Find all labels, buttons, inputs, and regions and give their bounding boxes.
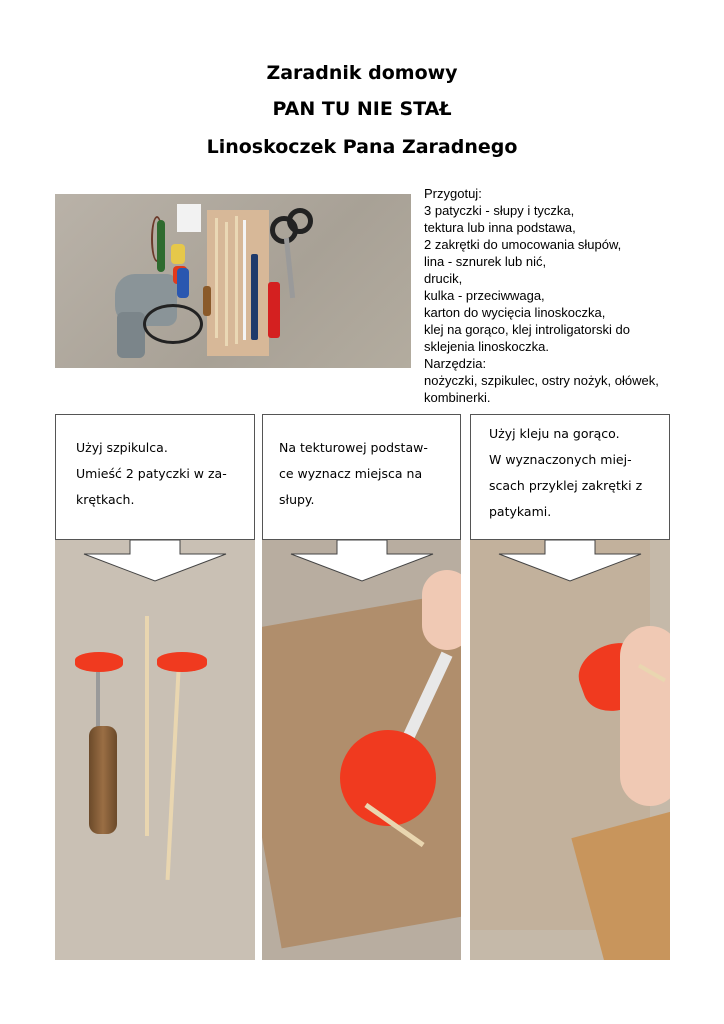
tools-heading: Narzędzia: xyxy=(424,356,487,371)
step-2-photo xyxy=(262,540,461,960)
document-subtitle: PAN TU NIE STAŁ xyxy=(272,98,452,120)
down-arrow-icon xyxy=(80,540,230,582)
step-line: Użyj kleju na gorąco. xyxy=(489,426,620,441)
hand xyxy=(422,570,461,650)
project-title: Linoskoczek Pana Zaradnego xyxy=(206,136,518,158)
document-title: Zaradnik domowy xyxy=(266,62,458,84)
materials-list xyxy=(424,185,714,406)
awl-needle xyxy=(96,672,100,732)
list-item: sklejenia linoskoczka. xyxy=(424,339,550,354)
list-item: klej na gorąco, klej introligatorski do xyxy=(424,322,630,337)
down-arrow-icon xyxy=(287,540,437,582)
step-line: Na tekturowej podstaw- xyxy=(279,440,428,455)
list-item: tektura lub inna podstawa, xyxy=(424,220,576,235)
down-arrow-icon xyxy=(495,540,645,582)
step-3-photo xyxy=(470,540,670,960)
bottle-cap xyxy=(75,652,123,672)
materials-photo xyxy=(55,194,411,368)
list-item: drucik, xyxy=(424,271,463,286)
materials-heading: Przygotuj: xyxy=(424,186,482,201)
awl-handle xyxy=(89,726,117,834)
step-3-text xyxy=(470,414,670,540)
step-2-text xyxy=(262,414,461,540)
skewer xyxy=(166,672,181,880)
step-1-photo xyxy=(55,540,255,960)
list-item: 2 zakrętki do umocowania słupów, xyxy=(424,237,622,252)
step-line: Użyj szpikulca. xyxy=(76,440,168,455)
list-item: karton do wycięcia linoskoczka, xyxy=(424,305,606,320)
list-item: kombinerki. xyxy=(424,390,491,405)
step-line: Umieść 2 patyczki w za- xyxy=(76,466,227,481)
step-line: krętkach. xyxy=(76,492,135,507)
step-line: W wyznaczonych miej- xyxy=(489,452,632,467)
list-item: nożyczki, szpikulec, ostry nożyk, ołówek, xyxy=(424,373,659,388)
step-line: scach przyklej zakrętki z xyxy=(489,478,643,493)
step-1-text xyxy=(55,414,255,540)
skewer xyxy=(145,616,149,836)
list-item: kulka - przeciwwaga, xyxy=(424,288,545,303)
list-item: lina - sznurek lub nić, xyxy=(424,254,547,269)
step-line: słupy. xyxy=(279,492,315,507)
step-line: ce wyznacz miejsca na xyxy=(279,466,423,481)
bottle-cap xyxy=(340,730,436,826)
bottle-cap xyxy=(157,652,207,672)
hand xyxy=(620,626,670,806)
list-item: 3 patyczki - słupy i tyczka, xyxy=(424,203,575,218)
step-line: patykami. xyxy=(489,504,552,519)
